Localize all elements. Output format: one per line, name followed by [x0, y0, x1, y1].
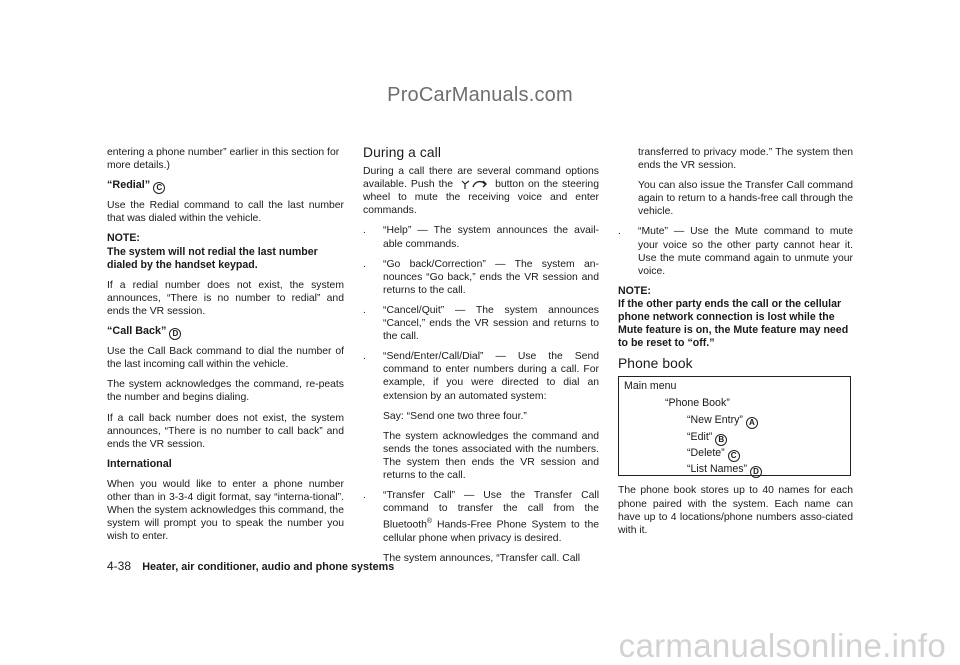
column-2 [363, 146, 599, 572]
callout-d-badge-menu: D [750, 466, 762, 478]
redial-heading [107, 179, 344, 192]
intro-paragraph: entering a phone number” earlier in this section for more details.) [107, 147, 340, 172]
redial-heading-text: “Redial” [107, 179, 151, 192]
bullet-go-back: . “Go back/Correction” — The system an-nounces “Go back,” ends the VR session and returns to the call. [363, 258, 599, 296]
menu-main: Main menu [624, 380, 677, 393]
column-1 [107, 146, 344, 550]
menu-edit: “Edit” B [687, 431, 727, 444]
bullet-transfer: . “Transfer Call” — Use the Transfer Call command to transfer the call from the Bluetooth® Hands-Free Phone System to the cellular phone when privacy is desired. [363, 490, 599, 544]
callback-none-paragraph: If a call back number does not exist, the system announces, “There is no number to call back” and ends the VR session. [107, 412, 344, 450]
watermark-procarmanuals: ProCarManuals.com [387, 84, 573, 106]
note-label: NOTE: [107, 232, 140, 245]
talk-phone-icon [459, 178, 489, 190]
transfer-continued: transferred to privacy mode.” The system then ends the VR session. [638, 147, 853, 172]
bullet-help: . “Help” — The system announces the avail-able commands. [363, 225, 599, 250]
phone-book-title: Phone book [618, 356, 693, 372]
menu-delete: “Delete” C [687, 447, 740, 460]
during-call-intro [363, 165, 599, 217]
note-text: The system will not redial the last number dialed by the handset keypad. [107, 245, 318, 271]
callback-heading [107, 325, 344, 338]
menu-phone-book: “Phone Book” [665, 397, 730, 410]
callout-b-badge: B [715, 434, 727, 446]
menu-list-names: “List Names” D [687, 463, 762, 476]
intro-before: During a call there are several command options available. Push the [363, 166, 599, 191]
callout-c-badge: C [153, 182, 165, 194]
chapter-title: Heater, air conditioner, audio and phone systems [142, 561, 395, 573]
send-ack: The system acknowledges the command and sends the tones associated with the numbers. The system then ends the VR session and returns to the call. [383, 430, 599, 481]
transfer-also: You can also issue the Transfer Call command again to return to a hands-free call through the vehicle. [638, 180, 853, 218]
note-label-2: NOTE: [618, 284, 651, 297]
callout-a-badge: A [746, 417, 758, 429]
callback-ack-paragraph: The system acknowledges the command, re-peats the number and begins dialing. [107, 379, 344, 404]
page-number: 4-38 [107, 559, 132, 573]
callout-d-badge: D [169, 328, 181, 340]
watermark-carmanualsonline: carmanualsonline.info [618, 627, 946, 664]
say-example: Say: “Send one two three four.” [383, 410, 527, 422]
transfer-announce: The system announces, “Transfer call. Call [383, 552, 581, 564]
phone-book-paragraph: The phone book stores up to 40 names for each phone paired with the system. Each name can have up to 4 locations/phone numbers asso-ciated with it. [618, 485, 853, 536]
note-text-2: If the other party ends the call or the cellular phone network connection is lost while the Mute feature is on, the Mute feature may need to be reset to “off.” [618, 297, 849, 350]
callout-c-badge-menu: C [728, 450, 740, 462]
intro-after: button on the steering wheel to mute the receiving voice and enter commands. [363, 179, 599, 217]
callback-paragraph: Use the Call Back command to dial the number of the last incoming call within the vehicle. [107, 346, 344, 371]
during-call-title: During a call [363, 145, 441, 160]
phone-book-menu-diagram [618, 376, 851, 476]
page-footer [107, 559, 394, 573]
column-3 [618, 146, 853, 544]
callback-heading-text: “Call Back” [107, 325, 167, 338]
redial-none-paragraph: If a redial number does not exist, the system announces, “There is no number to redial” and ends the VR session. [107, 279, 344, 317]
international-heading: International [107, 457, 172, 470]
bullet-mute: . “Mute” — Use the Mute command to mute your voice so the other party cannot hear it. Use the mute command again to unmute your voice. [618, 226, 853, 277]
redial-paragraph: Use the Redial command to call the last number that was dialed within the vehicle. [107, 200, 344, 225]
international-paragraph: When you would like to enter a phone number other than in 3-3-4 digit format, say “interna-tional”. When the system acknowledges this command, the system will prompt you to speak the number you wish to enter. [107, 478, 344, 543]
bullet-send: . “Send/Enter/Call/Dial” — Use the Send command to enter numbers during a call. For example, if you were directed to dial an extension by an automated system: [363, 351, 599, 402]
registered-mark: ® [426, 518, 433, 526]
bullet-cancel: . “Cancel/Quit” — The system announces “Cancel,” ends the VR session and returns to the call. [363, 304, 599, 343]
menu-new-entry: “New Entry” A [687, 414, 758, 427]
